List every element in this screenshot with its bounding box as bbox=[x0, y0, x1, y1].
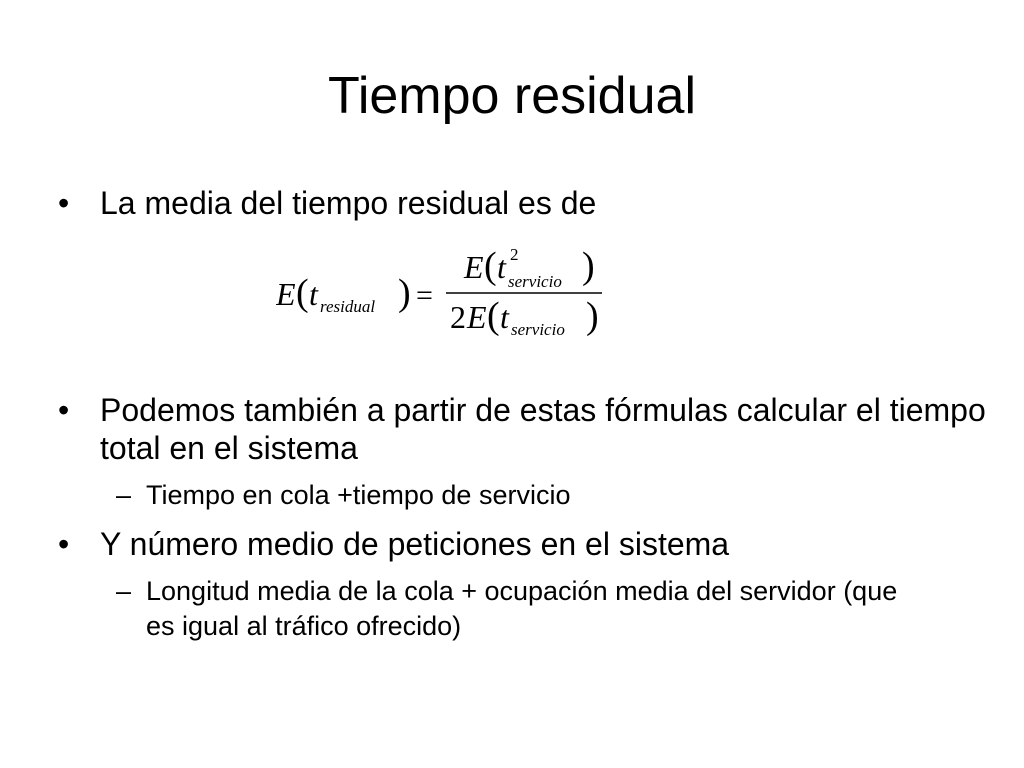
formula-lhs-E: E bbox=[276, 276, 296, 312]
subbullet-text: Tiempo en cola +tiempo de servicio bbox=[146, 480, 571, 510]
formula-lhs-close-paren: ) bbox=[398, 272, 411, 314]
residual-time-formula bbox=[276, 232, 616, 348]
bullet-item bbox=[58, 525, 1000, 563]
formula-lhs-sub: residual bbox=[320, 297, 376, 316]
subbullet-text: Longitud media de la cola + ocupación media del servidor (que es igual al tráfico ofrecido) bbox=[146, 576, 898, 641]
subbullet-marker: – bbox=[116, 576, 132, 606]
formula-num-sup: 2 bbox=[510, 245, 519, 264]
formula-equals: = bbox=[416, 279, 433, 312]
formula-den-close-paren: ) bbox=[586, 295, 599, 337]
formula-den-sub: servicio bbox=[511, 320, 565, 339]
bullet-text: Podemos también a partir de estas fórmulas calcular el tiempo total en el sistema bbox=[100, 392, 986, 466]
bullet-text: La media del tiempo residual es de bbox=[100, 185, 597, 221]
formula-graphic bbox=[276, 232, 616, 348]
formula-den-coef: 2 bbox=[450, 299, 466, 335]
formula-den-E: E bbox=[467, 299, 487, 335]
subbullet-marker: – bbox=[116, 480, 132, 510]
formula-num-sub: servicio bbox=[508, 272, 562, 291]
formula-lhs-open-paren: ( bbox=[296, 272, 309, 314]
formula-lhs-t: t bbox=[309, 276, 318, 312]
formula-den-open-paren: ( bbox=[487, 295, 500, 337]
bullet-item bbox=[58, 391, 1000, 467]
formula-den-t: t bbox=[500, 299, 509, 335]
bullet-marker: • bbox=[58, 526, 70, 562]
formula-num-E: E bbox=[464, 249, 484, 285]
subbullet-item bbox=[116, 478, 1006, 513]
bullet-marker: • bbox=[58, 392, 70, 428]
subbullet-item bbox=[116, 574, 906, 644]
slide-title: Tiempo residual bbox=[327, 67, 696, 125]
formula-num-open-paren: ( bbox=[484, 245, 497, 287]
bullet-text: Y número medio de peticiones en el sistema bbox=[100, 526, 730, 562]
formula-num-close-paren: ) bbox=[582, 245, 595, 287]
bullet-item bbox=[58, 184, 1000, 222]
formula-num-t: t bbox=[497, 249, 506, 285]
bullet-marker: • bbox=[58, 185, 70, 221]
